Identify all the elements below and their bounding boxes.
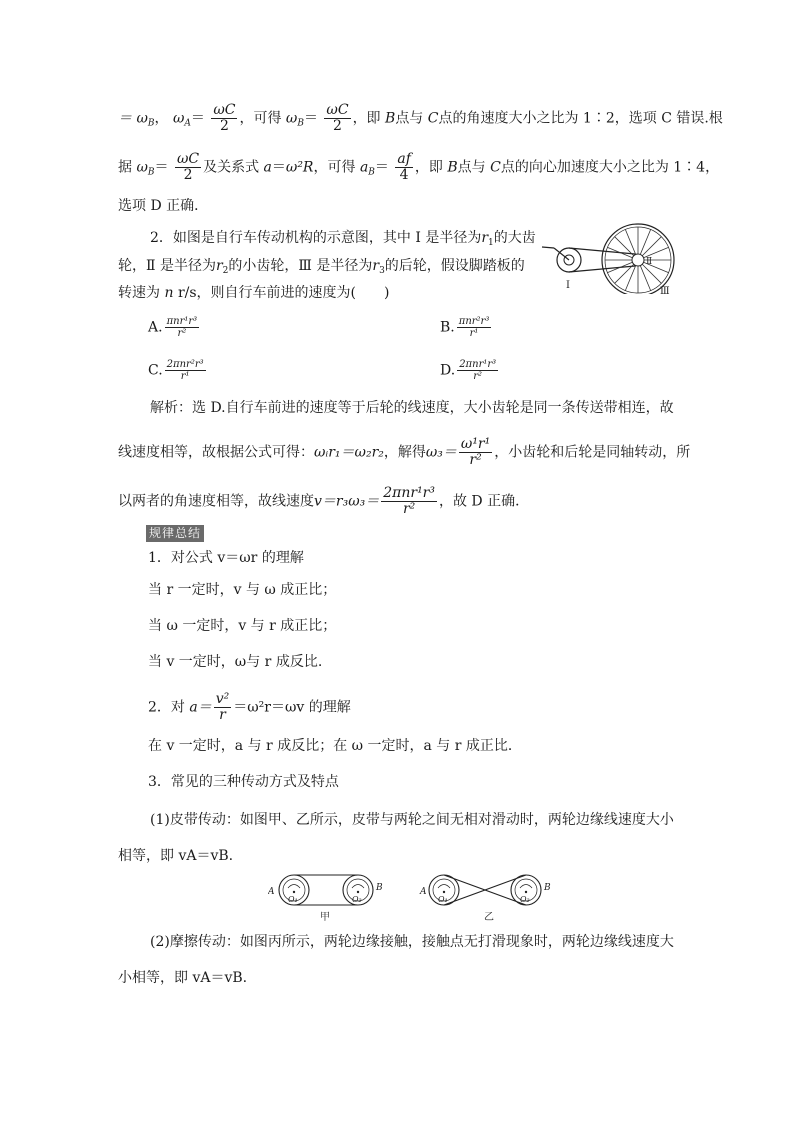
summary-item-3: 3．常见的三种传动方式及特点 [148, 774, 339, 790]
option-B-frac [457, 316, 492, 339]
option-B[interactable] [440, 316, 493, 339]
analysis-line-3 [118, 486, 529, 517]
frac-den: 2 [219, 118, 229, 134]
frac-den: r² [402, 501, 416, 517]
ex1-text: ＝ [374, 159, 389, 176]
option-D[interactable] [440, 359, 500, 382]
analysis-text: 以两者的角速度相等，故线速度 [118, 493, 314, 510]
ex1-line-2 [118, 152, 719, 183]
frac-num: ωC [213, 102, 236, 118]
option-C[interactable] [148, 359, 208, 382]
option-C-frac [165, 359, 206, 382]
frac-num: πnr¹r³ [166, 316, 198, 327]
summary-text: ＝ω²r＝ωv 的理解 [233, 699, 351, 716]
frac-den: 2 [183, 167, 193, 183]
frac-den: r² [473, 371, 483, 382]
belt-drive-figure-yi [418, 872, 558, 924]
summary-item-1: 1．对公式 v＝ωr 的理解 [148, 550, 304, 566]
ex1-text: ＝ [190, 110, 205, 127]
frac-den: r¹ [469, 328, 479, 339]
ex1-text: 点与 [395, 110, 424, 127]
analysis-text: ，小齿轮和后轮是同轴转动，所 [494, 444, 691, 461]
q2-symbol: r [372, 258, 380, 274]
ex1-text: ，即 [352, 110, 381, 127]
q2-symbol: r [215, 258, 223, 274]
ex1-omega: ω [172, 110, 185, 127]
center-O2-label: O₂ [520, 895, 530, 904]
analysis-frac-2 [381, 486, 437, 517]
option-A-frac [165, 316, 200, 339]
option-letter: C. [148, 362, 163, 379]
ex1-sub: B [297, 118, 304, 129]
ex1-sub: B [368, 167, 375, 178]
ex1-text: 点与 [457, 159, 486, 176]
frac-num: ω¹r¹ [460, 436, 491, 452]
q2-symbol: n [164, 285, 174, 301]
ex1-point: B [447, 159, 458, 176]
frac-num: ωC [326, 102, 349, 118]
center-O1-label: O₁ [438, 895, 448, 904]
frac-den: r² [469, 452, 482, 468]
frac-num: v² [215, 691, 230, 707]
frac-den: r² [177, 328, 187, 339]
frac-den: 2 [333, 118, 342, 134]
wheel-spoke [625, 266, 635, 291]
wheel-spoke [640, 230, 650, 255]
summary-item-2 [148, 692, 351, 723]
ex1-text: ＝ [154, 159, 169, 176]
ex1-text: 据 [118, 159, 132, 176]
ex1-text: ，可得 [239, 110, 282, 127]
q2-sub: 3 [379, 266, 385, 276]
ex1-line-1 [118, 103, 723, 134]
option-D-frac [457, 359, 498, 382]
frac-num: 2πnr¹r³ [459, 359, 497, 370]
option-letter: A. [148, 319, 163, 336]
summary-badge: 规律总结 [146, 525, 204, 542]
ex1-text: ＝ [303, 110, 318, 127]
ex1-sub: B [147, 167, 155, 178]
summary-frac [214, 692, 232, 723]
ex1-sub: A [184, 118, 191, 129]
point-B-label: B [544, 883, 551, 893]
analysis-text: 线速度相等，故根据公式可得： [118, 444, 314, 461]
analysis-eq: v＝r₃ω₃＝ [314, 493, 380, 510]
q2-text: 的后轮，假设脚踏板的 [384, 258, 525, 274]
belt-transmission-line-2: 相等，即 vA＝vB. [118, 848, 234, 864]
ex1-omega: ω [136, 159, 148, 176]
ex1-symbol: ω²R [285, 159, 314, 176]
q2-symbol: r [481, 230, 489, 246]
ex1-line-3: 选项 D 正确． [118, 198, 209, 214]
q2-text: 转速为 [118, 285, 160, 301]
belt-drive-figure-jia [268, 872, 398, 924]
summary-item-2-text: 在 v 一定时，a 与 r 成反比；在 ω 一定时，a 与 r 成正比． [148, 738, 522, 754]
q2-text: 的小齿轮，Ⅲ 是半径为 [228, 258, 373, 274]
frac-num: ωC [176, 151, 200, 167]
q2-line-2 [118, 256, 525, 281]
option-A[interactable] [148, 316, 201, 339]
summary-eq: a＝ [189, 699, 212, 716]
ex1-symbol: a [359, 159, 369, 176]
label-II: Ⅱ [646, 257, 653, 267]
ex1-text: ，可得 [313, 159, 356, 176]
summary-item-1b: 当 ω 一定时，v 与 r 成正比； [148, 618, 337, 634]
q2-text: 的大齿 [493, 230, 536, 246]
fig-label-jia: 甲 [320, 912, 330, 923]
option-letter: B. [440, 319, 455, 336]
analysis-frac-1 [459, 437, 492, 468]
center-O1-label: O₁ [288, 895, 298, 904]
wheel-spoke [640, 266, 650, 291]
bicycle-transmission-figure [536, 214, 706, 294]
wheel-spoke [642, 237, 661, 256]
ex1-frac-4 [395, 152, 413, 183]
fig-label-yi: 乙 [484, 912, 494, 923]
summary-text: 2．对 [148, 699, 185, 716]
ex1-text: ＝ [118, 110, 132, 127]
label-I: Ⅰ [566, 280, 570, 291]
frac-num: af [397, 151, 411, 167]
ex1-symbol: a [263, 159, 272, 176]
wheel-spoke [608, 262, 633, 272]
ex1-frac-2 [324, 103, 350, 134]
ex1-text: ＝ [271, 159, 286, 176]
frac-den: r [219, 707, 226, 723]
ex1-frac-1 [211, 103, 237, 134]
ex1-frac-3 [175, 152, 201, 183]
analysis-eq: ωᵢr₁＝ω₂r₂ [314, 444, 384, 461]
q2-line-3 [118, 283, 389, 303]
label-III: Ⅲ [660, 286, 670, 294]
ex1-omega: ω [136, 110, 148, 127]
q2-sub: 2 [222, 266, 229, 276]
frac-den: 4 [399, 167, 409, 183]
friction-transmission-line-2: 小相等，即 vA＝vB. [118, 970, 248, 986]
analysis-line-1: 解析：选 D.自行车前进的速度等于后轮的线速度，大小齿轮是同一条传送带相连，故 [150, 400, 674, 416]
ex1-text: ，即 [414, 159, 443, 176]
q2-text: r/s，则自行车前进的速度为( ) [177, 285, 390, 301]
summary-item-1c: 当 v 一定时，ω与 r 成反比. [148, 654, 323, 670]
friction-transmission-line-1: (2)摩擦传动：如图丙所示，两轮边缘接触，接触点无打滑现象时，两轮边缘线速度大 [150, 934, 674, 950]
q2-text: 轮，Ⅱ 是半径为 [118, 258, 216, 274]
q2-sub: 1 [488, 238, 494, 248]
frac-num: 2πnr²r³ [166, 359, 204, 370]
frac-num: 2πnr¹r³ [383, 485, 435, 501]
wheel-spoke [608, 247, 633, 257]
q2-line-1 [150, 228, 536, 253]
ex1-text: 及关系式 [203, 159, 260, 176]
ex1-text: ， [154, 110, 169, 127]
point-A-label: A [420, 887, 427, 897]
analysis-text: ，解得 [383, 444, 426, 461]
ex1-point: C [490, 159, 501, 176]
point-B-label: B [376, 883, 383, 893]
frac-num: πnr²r³ [458, 316, 490, 327]
wheel-spoke [625, 230, 635, 255]
ex1-omega: ω [285, 110, 298, 127]
ex1-text: 点的角速度大小之比为 1∶2，选项 C 错误.根 [438, 110, 723, 127]
option-letter: D. [440, 362, 456, 379]
ex1-text: 点的向心加速度大小之比为 1∶4， [500, 159, 720, 176]
ex1-point: B [385, 110, 396, 127]
point-A-label: A [268, 887, 275, 897]
summary-item-1a: 当 r 一定时，v 与 ω 成正比； [148, 582, 337, 598]
analysis-line-2 [118, 437, 690, 468]
ex1-sub: B [147, 118, 155, 129]
belt-transmission-line-1: (1)皮带传动：如图甲、乙所示，皮带与两轮之间无相对滑动时，两轮边缘线速度大小 [150, 812, 674, 828]
analysis-text: ，故 D 正确． [438, 493, 530, 510]
q2-text: 2．如图是自行车传动机构的示意图，其中 Ⅰ 是半径为 [150, 230, 482, 246]
analysis-eq: ω₃＝ [425, 444, 457, 461]
wheel-spoke [642, 264, 661, 283]
ex1-point: C [427, 110, 439, 127]
frac-den: r¹ [180, 371, 190, 382]
center-O2-label: O₂ [352, 895, 362, 904]
